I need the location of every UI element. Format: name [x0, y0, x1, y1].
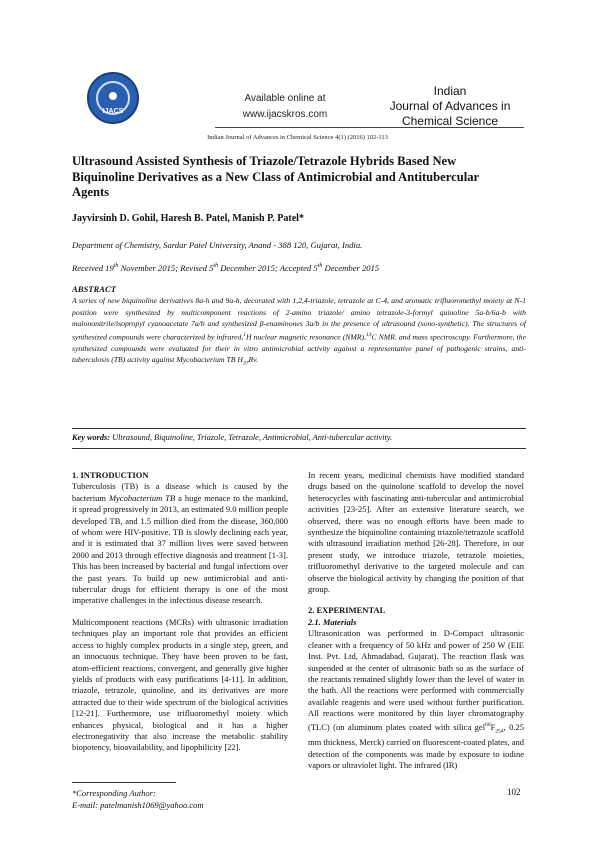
- keywords-rule-bottom: [72, 448, 526, 449]
- intro-paragraph-3: In recent years, medicinal chemists have modified standard drugs based on the quinolone scaffold to develop the novel heterocycles with fascinating anti-tubercular and antimicrobial activities [23-25]. After an extensive literature search, we observed, there was no enough efforts have been made to synthesize the biquinoline containing triazole/tetrazole scaffold with ultrasound irradiation method [26-28]. Therefore, in our present study, we introduce triazole, tetrazole moieties, trifluoromethyl derivative to the targeted molecule and can observe the biological activity by changing the position of that group.: [308, 470, 524, 595]
- footnote-rule: [72, 782, 176, 783]
- page-number: 102: [507, 787, 521, 797]
- title-line: Agents: [72, 185, 110, 199]
- citation-line: Indian Journal of Advances in Chemical Science 4(1) (2016) 102-113: [207, 134, 388, 141]
- keywords-text: Ultrasound, Biquinoline, Triazole, Tetrazole, Antimicrobial, Anti-tubercular activity.: [110, 433, 393, 442]
- subsection-heading-materials: 2.1. Materials: [308, 616, 357, 627]
- keywords-label: Key words:: [72, 433, 111, 442]
- availability-note: [230, 91, 340, 123]
- intro-paragraph-1: Tuberculosis (TB) is a disease which is caused by the bacterium Mycobacterium TB a huge menace to the mankind, it spread progressively in 2013, an estimated 9.0 million people developed TB, and 1.5 million died from the disease, 360,000 of whom were HIV-positive. TB is slowly declining each year, and it is estimated that 37 million lives were saved between 2000 and 2013 through effective diagnosis and treatment [1-3]. This has been increased by bacterial and fungal infections over the past years. To build up new antimicrobial and anti-tubercular drugs for efficient therapy is one of the most imperative challenges in the infectious disease research.: [72, 481, 288, 606]
- section-heading-experimental: 2. EXPERIMENTAL: [308, 605, 386, 616]
- author-email[interactable]: E-mail: patelmanish1069@yahoo.com: [72, 800, 204, 810]
- article-title: [72, 154, 532, 201]
- journal-name: [380, 84, 520, 129]
- title-line: Ultrasound Assisted Synthesis of Triazole/Tetrazole Hybrids Based New: [72, 154, 457, 168]
- abstract-heading: ABSTRACT: [72, 284, 116, 294]
- corresponding-author-note: [72, 787, 204, 811]
- right-column: [308, 470, 524, 772]
- journal-logo: [87, 72, 139, 124]
- affiliation: Department of Chemistry, Sardar Patel University, Anand - 388 120, Gujarat, India.: [72, 240, 363, 250]
- title-line: Biquinoline Derivatives as a New Class of Antimicrobial and Antitubercular: [72, 169, 480, 184]
- keywords-rule-top: [72, 428, 526, 429]
- header-rule: [215, 127, 524, 128]
- author-list: Jayvirsinh D. Gohil, Haresh B. Patel, Manish P. Patel*: [72, 213, 304, 224]
- journal-url[interactable]: www.ijacskros.com: [242, 109, 328, 120]
- section-heading-introduction: 1. INTRODUCTION: [72, 470, 149, 480]
- abstract-text: A series of new biquinoline derivatives 8a-h and 9a-h, decorated with 1,2,4-triazole, tetrazole at C-4, and aromatic trifluoromethyl moiety at N-1 position were synthesized by multicomponent reactions of 2-amino triazole/ amino tetrazole-3-formyl quinoline 5a-b/6a-b with malononitrile/isopropyl cyanoacetate 7a/b and synthesized β-enaminones 3a/b in the presence of ultrasound (sono-synthetic). The structures of synthesized compounds were characterized by infrared,$^1$H nuclear magnetic resonance (NMR),$^{13}$C NMR, and mass spectroscopy. Furthermore, the synthesized compounds were evaluated for their in vitro antimicrobial activity against a representative panel of pathogenic strains, anti-tuberculosis (TB) activity against Mycobacterium TB $H_{37}Rv$.: [72, 296, 527, 367]
- materials-paragraph: Ultrasonication was performed in D-Compact ultrasonic cleaner with a frequency of 50 kHz and power of 250 W (EIE Inst. Pvt. Ltd, Ahmadabad, Gujarat). The reaction flask was suspended at the center of ultrasonic bath so as the surface of the reactants remained slightly lower than the level of water in the bath. All the reactions were performed with commercially available reagents and were used without further purification. All reactions were monitored by thin layer chromatography (TLC) (on aluminum plates coated with silica $gel^{60}F_{254}$, 0.25 mm thickness, Merck) carried on fluorescent-coated plates, and detection of the components was made by exposure to iodine vapors or ultraviolet light. The infrared (IR): [308, 628, 524, 771]
- available-line: Available online at: [244, 93, 326, 104]
- keywords: [72, 433, 526, 442]
- left-column: [72, 470, 288, 754]
- logo-text: IJACS: [102, 108, 124, 115]
- article-dates: Received 19th November 2015; Revised 5th December 2015; Accepted 5th December 2015: [72, 263, 380, 273]
- journal-name-line3: Chemical Science: [401, 114, 499, 128]
- journal-name-line1: Indian: [433, 84, 467, 98]
- journal-name-line2: Journal of Advances in: [389, 99, 511, 113]
- footnote-label: *Corresponding Author:: [72, 788, 156, 798]
- intro-paragraph-2: Multicomponent reactions (MCRs) with ultrasonic irradiation techniques play an important role that provides an efficient access to highly complex products in a single step, green, and an innocuous technique. They have been proven to be fast, atom-efficient reactions, convergent, and generally give higher yields of products with easy purifications [4-11]. In addition, triazole, tetrazole, quinoline, and its derivatives are more attracted due to their wide spectrum of the biological activities [12-21]. Furthermore, use trifluoromethyl moiety which enhances physical, biological and it has a higher electronegativity that also increase the metabolic stability biopotency, bioavailability, and lipophilicity [22].: [72, 616, 288, 753]
